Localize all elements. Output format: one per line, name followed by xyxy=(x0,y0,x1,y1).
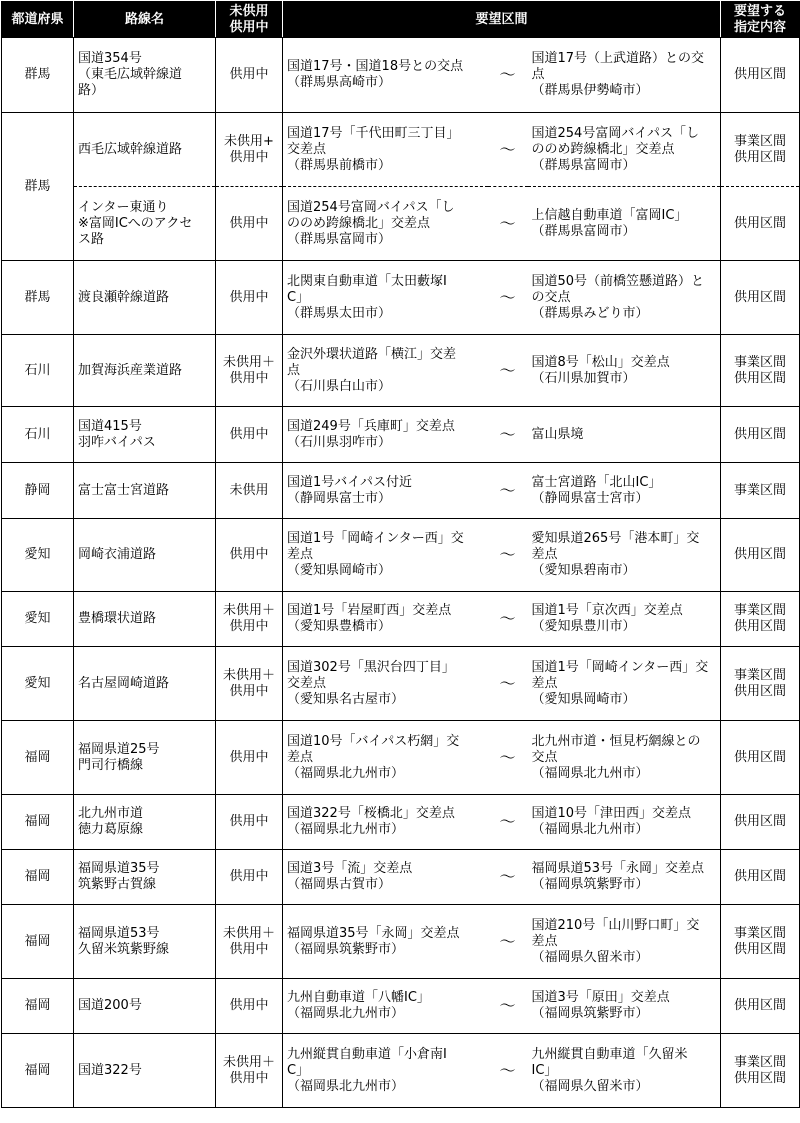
cell-section-start: 九州自動車道「八幡IC」 （福岡県北九州市） xyxy=(283,979,488,1034)
cell-section-start: 金沢外環状道路「横江」交差 点 （石川県白山市） xyxy=(283,335,488,407)
cell-prefecture: 静岡 xyxy=(2,463,74,519)
table-row xyxy=(2,113,800,187)
cell-designation: 事業区間 供用区間 xyxy=(721,1034,800,1108)
cell-section-start: 国道249号「兵庫町」交差点 （石川県羽咋市） xyxy=(283,407,488,463)
cell-route-name: 福岡県道53号 久留米筑紫野線 xyxy=(74,905,216,979)
cell-designation: 供用区間 xyxy=(721,261,800,335)
header-prefecture: 都道府県 xyxy=(2,2,74,38)
section-range-separator: ～ xyxy=(488,463,528,519)
cell-designation: 供用区間 xyxy=(721,721,800,795)
table-row xyxy=(2,407,800,463)
cell-status: 供用中 xyxy=(216,38,283,113)
cell-status: 供用中 xyxy=(216,187,283,261)
table-row xyxy=(2,1034,800,1108)
cell-section-end: 福岡県道53号「永岡」交差点 （福岡県筑紫野市） xyxy=(528,850,721,905)
cell-status: 未供用 xyxy=(216,463,283,519)
table-row xyxy=(2,592,800,647)
cell-prefecture: 愛知 xyxy=(2,592,74,647)
cell-section-start: 国道17号・国道18号との交点 （群馬県高崎市） xyxy=(283,38,488,113)
table-row xyxy=(2,979,800,1034)
table-row xyxy=(2,261,800,335)
cell-section-end: 国道1号「岡崎インター西」交 差点 （愛知県岡崎市） xyxy=(528,647,721,721)
cell-prefecture: 愛知 xyxy=(2,647,74,721)
header-route-name: 路線名 xyxy=(74,2,216,38)
cell-section-start: 国道10号「バイパス朽網」交 差点 （福岡県北九州市） xyxy=(283,721,488,795)
cell-prefecture: 福岡 xyxy=(2,905,74,979)
cell-designation: 事業区間 供用区間 xyxy=(721,647,800,721)
cell-section-start: 国道322号「桜橋北」交差点 （福岡県北九州市） xyxy=(283,795,488,850)
road-request-table xyxy=(1,1,800,1108)
cell-route-name: 名古屋岡崎道路 xyxy=(74,647,216,721)
cell-designation: 供用区間 xyxy=(721,187,800,261)
cell-section-start: 国道1号「岡崎インター西」交 差点 （愛知県岡崎市） xyxy=(283,519,488,592)
cell-section-start: 国道17号「千代田町三丁目」 交差点 （群馬県前橋市） xyxy=(283,113,488,187)
section-range-separator: ～ xyxy=(488,38,528,113)
header-row xyxy=(2,2,800,38)
cell-designation: 供用区間 xyxy=(721,407,800,463)
cell-section-start: 国道3号「流」交差点 （福岡県古賀市） xyxy=(283,850,488,905)
cell-designation: 事業区間 供用区間 xyxy=(721,592,800,647)
cell-section-end: 国道8号「松山」交差点 （石川県加賀市） xyxy=(528,335,721,407)
table-row xyxy=(2,335,800,407)
cell-designation: 供用区間 xyxy=(721,38,800,113)
cell-status: 供用中 xyxy=(216,721,283,795)
cell-designation: 事業区間 供用区間 xyxy=(721,905,800,979)
cell-route-name: 渡良瀬幹線道路 xyxy=(74,261,216,335)
table-row xyxy=(2,850,800,905)
cell-section-end: 上信越自動車道「富岡IC」 （群馬県富岡市） xyxy=(528,187,721,261)
cell-section-start: 北関東自動車道「太田藪塚I C」 （群馬県太田市） xyxy=(283,261,488,335)
cell-route-name: 福岡県道25号 門司行橋線 xyxy=(74,721,216,795)
cell-route-name: 福岡県道35号 筑紫野古賀線 xyxy=(74,850,216,905)
cell-section-end: 国道17号（上武道路）との交 点 （群馬県伊勢崎市） xyxy=(528,38,721,113)
cell-section-end: 富山県境 xyxy=(528,407,721,463)
cell-status: 供用中 xyxy=(216,519,283,592)
cell-designation: 事業区間 供用区間 xyxy=(721,113,800,187)
cell-prefecture: 群馬 xyxy=(2,113,74,261)
cell-status: 未供用＋ 供用中 xyxy=(216,905,283,979)
cell-route-name: 北九州市道 徳力葛原線 xyxy=(74,795,216,850)
cell-section-start: 九州縦貫自動車道「小倉南I C」 （福岡県北九州市） xyxy=(283,1034,488,1108)
section-range-separator: ～ xyxy=(488,979,528,1034)
cell-route-name: 国道415号 羽咋バイパス xyxy=(74,407,216,463)
cell-designation: 事業区間 xyxy=(721,463,800,519)
cell-route-name: 岡崎衣浦道路 xyxy=(74,519,216,592)
cell-section-end: 国道210号「山川野口町」交 差点 （福岡県久留米市） xyxy=(528,905,721,979)
section-range-separator: ～ xyxy=(488,335,528,407)
cell-designation: 事業区間 供用区間 xyxy=(721,335,800,407)
section-range-separator: ～ xyxy=(488,519,528,592)
header-requested-section: 要望区間 xyxy=(283,2,721,38)
cell-status: 供用中 xyxy=(216,795,283,850)
section-range-separator: ～ xyxy=(488,1034,528,1108)
cell-prefecture: 福岡 xyxy=(2,850,74,905)
cell-route-name: 加賀海浜産業道路 xyxy=(74,335,216,407)
cell-prefecture: 群馬 xyxy=(2,38,74,113)
cell-route-name: 国道354号 （東毛広域幹線道 路） xyxy=(74,38,216,113)
cell-status: 未供用＋ 供用中 xyxy=(216,592,283,647)
cell-status: 未供用＋ 供用中 xyxy=(216,335,283,407)
cell-status: 供用中 xyxy=(216,850,283,905)
table-row xyxy=(2,38,800,113)
cell-route-name: 豊橋環状道路 xyxy=(74,592,216,647)
cell-designation: 供用区間 xyxy=(721,979,800,1034)
cell-status: 供用中 xyxy=(216,407,283,463)
header-status: 未供用 供用中 xyxy=(216,2,283,38)
cell-designation: 供用区間 xyxy=(721,850,800,905)
cell-status: 未供用＋ 供用中 xyxy=(216,1034,283,1108)
cell-prefecture: 福岡 xyxy=(2,979,74,1034)
section-range-separator: ～ xyxy=(488,113,528,187)
table-body xyxy=(2,38,800,1108)
table-row xyxy=(2,519,800,592)
header-designation: 要望する 指定内容 xyxy=(721,2,800,38)
section-range-separator: ～ xyxy=(488,187,528,261)
table-row xyxy=(2,187,800,261)
cell-section-end: 富士宮道路「北山IC」 （静岡県富士宮市） xyxy=(528,463,721,519)
cell-designation: 供用区間 xyxy=(721,519,800,592)
section-range-separator: ～ xyxy=(488,407,528,463)
cell-section-end: 国道254号富岡バイパス「し ののめ跨線橋北」交差点 （群馬県富岡市） xyxy=(528,113,721,187)
cell-section-start: 福岡県道35号「永岡」交差点 （福岡県筑紫野市） xyxy=(283,905,488,979)
cell-section-end: 愛知県道265号「港本町」交 差点 （愛知県碧南市） xyxy=(528,519,721,592)
cell-prefecture: 石川 xyxy=(2,407,74,463)
cell-section-start: 国道1号「岩屋町西」交差点 （愛知県豊橋市） xyxy=(283,592,488,647)
cell-prefecture: 福岡 xyxy=(2,721,74,795)
section-range-separator: ～ xyxy=(488,721,528,795)
cell-section-end: 国道1号「京次西」交差点 （愛知県豊川市） xyxy=(528,592,721,647)
cell-prefecture: 福岡 xyxy=(2,795,74,850)
cell-status: 供用中 xyxy=(216,979,283,1034)
cell-prefecture: 群馬 xyxy=(2,261,74,335)
cell-section-end: 九州縦貫自動車道「久留米 IC」 （福岡県久留米市） xyxy=(528,1034,721,1108)
cell-section-end: 国道10号「津田西」交差点 （福岡県北九州市） xyxy=(528,795,721,850)
table-row xyxy=(2,721,800,795)
cell-route-name: 国道322号 xyxy=(74,1034,216,1108)
section-range-separator: ～ xyxy=(488,592,528,647)
table-row xyxy=(2,795,800,850)
cell-status: 供用中 xyxy=(216,261,283,335)
table-row xyxy=(2,905,800,979)
cell-section-end: 北九州市道・恒見朽網線との 交点 （福岡県北九州市） xyxy=(528,721,721,795)
cell-prefecture: 福岡 xyxy=(2,1034,74,1108)
cell-designation: 供用区間 xyxy=(721,795,800,850)
section-range-separator: ～ xyxy=(488,850,528,905)
cell-section-start: 国道302号「黒沢台四丁目」 交差点 （愛知県名古屋市） xyxy=(283,647,488,721)
cell-route-name: 国道200号 xyxy=(74,979,216,1034)
cell-status: 未供用＋ 供用中 xyxy=(216,647,283,721)
cell-section-start: 国道1号バイパス付近 （静岡県富士市） xyxy=(283,463,488,519)
cell-route-name: 富士富士宮道路 xyxy=(74,463,216,519)
section-range-separator: ～ xyxy=(488,795,528,850)
cell-section-start: 国道254号富岡バイパス「し ののめ跨線橋北」交差点 （群馬県富岡市） xyxy=(283,187,488,261)
section-range-separator: ～ xyxy=(488,647,528,721)
cell-prefecture: 愛知 xyxy=(2,519,74,592)
section-range-separator: ～ xyxy=(488,905,528,979)
cell-route-name: 西毛広域幹線道路 xyxy=(74,113,216,187)
cell-prefecture: 石川 xyxy=(2,335,74,407)
section-range-separator: ～ xyxy=(488,261,528,335)
table-row xyxy=(2,463,800,519)
table-row xyxy=(2,647,800,721)
cell-section-end: 国道3号「原田」交差点 （福岡県筑紫野市） xyxy=(528,979,721,1034)
cell-status: 未供用+ 供用中 xyxy=(216,113,283,187)
cell-section-end: 国道50号（前橋笠懸道路）と の交点 （群馬県みどり市） xyxy=(528,261,721,335)
cell-route-name: インター東通り ※富岡ICへのアクセ ス路 xyxy=(74,187,216,261)
